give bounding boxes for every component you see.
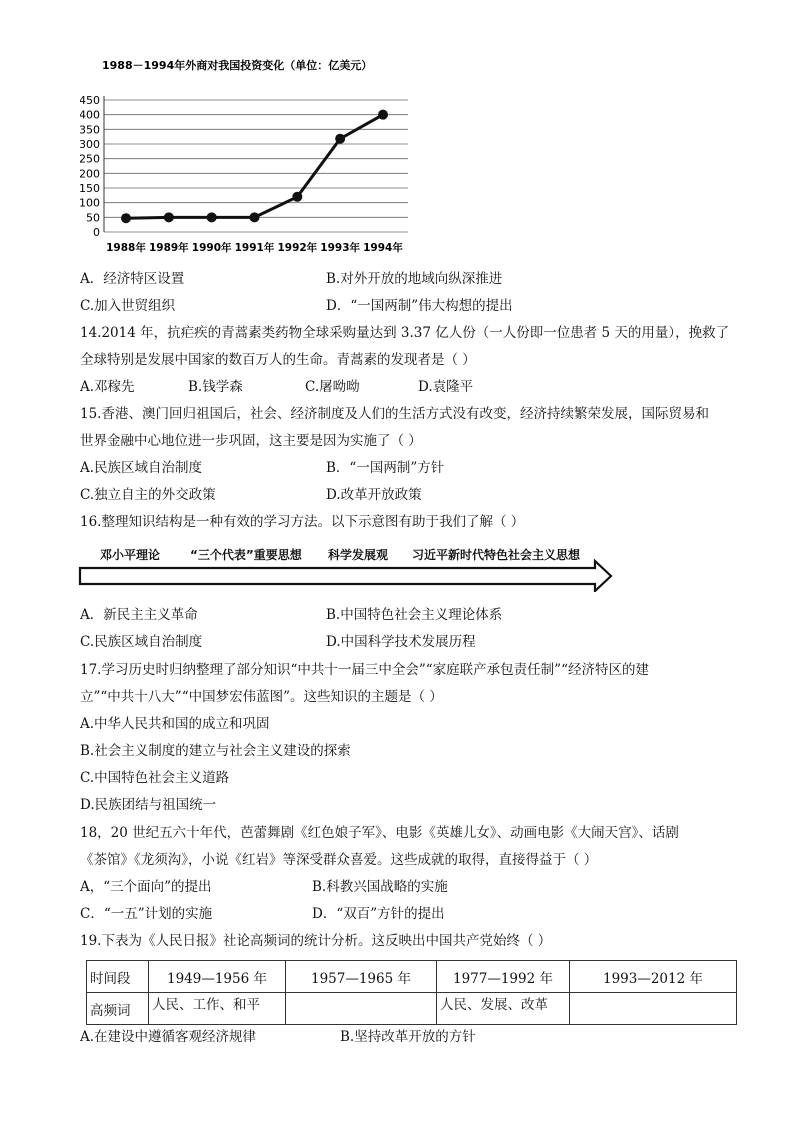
q16-option-a[interactable]: A．新民主主义革命 bbox=[80, 607, 198, 623]
q18-option-b[interactable]: B.科教兴国战略的实施 bbox=[312, 879, 448, 895]
data-point bbox=[292, 192, 302, 202]
table-cell bbox=[570, 993, 737, 1025]
table-header-row bbox=[87, 961, 737, 993]
q18-stem-line2: 《茶馆》《龙须沟》，小说《红岩》等深受群众喜爱。这些成就的取得，直接得益于（ ） bbox=[80, 852, 598, 868]
theory-arrow-diagram bbox=[78, 540, 618, 592]
q19-option-a[interactable]: A.在建设中遵循客观经济规律 bbox=[80, 1029, 257, 1045]
q17-option-a[interactable]: A.中华人民共和国的成立和巩固 bbox=[80, 716, 270, 732]
y-tick-label: 300 bbox=[80, 138, 100, 151]
q14-option-b[interactable]: B.钱学森 bbox=[188, 379, 243, 395]
table-cell: 人民、发展、改革 bbox=[437, 993, 570, 1025]
q19-option-b[interactable]: B.坚持改革开放的方针 bbox=[340, 1029, 476, 1045]
chart-svg bbox=[80, 52, 420, 262]
q16-option-c[interactable]: C.民族区域自治制度 bbox=[80, 634, 203, 650]
q14-stem-line1: 14.2014 年，抗疟疾的青蒿素类药物全球采购量达到 3.37 亿人份（一人份即一位患者 5 天的用量），挽救了 bbox=[80, 325, 730, 341]
x-tick-label: 1988年 bbox=[106, 242, 146, 254]
q13-option-d[interactable]: D．“一国两制”伟大构想的提出 bbox=[326, 298, 513, 314]
x-tick-label: 1993年 bbox=[320, 242, 361, 254]
q13-option-c[interactable]: C.加入世贸组织 bbox=[80, 298, 176, 314]
y-tick-label: 200 bbox=[80, 167, 100, 181]
q19-stem: 19.下表为《人民日报》社论高频词的统计分析。这反映出中国共产党始终（ ） bbox=[80, 933, 552, 949]
y-tick-label: 150 bbox=[80, 182, 100, 195]
q18-option-d[interactable]: D．“双百”方针的提出 bbox=[312, 906, 445, 922]
q17-option-d[interactable]: D.民族团结与祖国统一 bbox=[80, 797, 217, 813]
q14-option-c[interactable]: C.屠呦呦 bbox=[305, 379, 360, 395]
q13-option-b[interactable]: B.对外开放的地域向纵深推进 bbox=[326, 271, 503, 287]
table-cell bbox=[286, 993, 437, 1025]
x-tick-label: 1991年 bbox=[234, 242, 275, 254]
q17-option-b[interactable]: B.社会主义制度的建立与社会主义建设的探索 bbox=[80, 743, 351, 759]
q18-option-a[interactable]: A，“三个面向”的提出 bbox=[80, 879, 212, 895]
table-header-cell: 时间段 bbox=[87, 961, 149, 993]
q14-option-d[interactable]: D.袁隆平 bbox=[418, 379, 474, 395]
q18-option-c[interactable]: C．“一五”计划的实施 bbox=[80, 906, 213, 922]
q15-stem-line1: 15.香港、澳门回归祖国后，社会、经济制度及人们的生活方式没有改变，经济持续繁荣发展，国际贸易和 bbox=[80, 406, 709, 422]
q15-option-d[interactable]: D.改革开放政策 bbox=[326, 487, 422, 503]
q15-option-b[interactable]: B．“一国两制”方针 bbox=[326, 460, 445, 476]
y-tick-label: 400 bbox=[80, 108, 100, 122]
x-tick-label: 1989年 bbox=[148, 242, 189, 254]
table-cell: 人民、工作、和平 bbox=[149, 993, 286, 1025]
y-tick-label: 450 bbox=[80, 94, 100, 107]
data-point bbox=[378, 110, 388, 120]
investment-line-chart bbox=[80, 52, 420, 262]
q17-stem-line2: 立”“中共十八大”“中国梦宏伟蓝图”。这些知识的主题是（ ） bbox=[80, 689, 443, 705]
table-cell: 高频词 bbox=[87, 993, 149, 1025]
q13-option-a[interactable]: A．经济特区设置 bbox=[80, 271, 185, 287]
y-tick-label: 250 bbox=[80, 152, 100, 166]
data-point bbox=[207, 212, 217, 222]
q17-stem-line1: 17.学习历史时归纳整理了部分知识“中共十一届三中全会”“家庭联产承包责任制”“经济特区的建 bbox=[80, 662, 649, 678]
arrow-label-scientific-development: 科学发展观 bbox=[328, 548, 389, 562]
data-point bbox=[250, 212, 260, 222]
q17-option-c[interactable]: C.中国特色社会主义道路 bbox=[80, 770, 230, 786]
q18-stem-line1: 18，20 世纪五六十年代，芭蕾舞剧《红色娘子军》、电影《英雄儿女》、动画电影《大闹天宫》、话剧 bbox=[80, 825, 679, 841]
q15-stem-line2: 世界金融中心地位进一步巩固，这主要是因为实施了（ ） bbox=[80, 433, 422, 449]
arrow-label-three-represents: “三个代表”重要思想 bbox=[190, 548, 302, 562]
q15-option-a[interactable]: A.民族区域自治制度 bbox=[80, 460, 203, 476]
table-header-cell: 1977—1992 年 bbox=[437, 961, 570, 993]
frequency-table bbox=[86, 960, 737, 1025]
table-header-cell: 1957—1965 年 bbox=[286, 961, 437, 993]
q16-option-d[interactable]: D.中国科学技术发展历程 bbox=[326, 634, 476, 650]
y-tick-label: 350 bbox=[80, 123, 100, 137]
y-tick-label: 50 bbox=[86, 211, 100, 225]
chart-title: 1988－1994年外商对我国投资变化（单位：亿美元） bbox=[102, 59, 373, 72]
q15-option-c[interactable]: C.独立自主的外交政策 bbox=[80, 487, 216, 503]
data-point bbox=[121, 213, 131, 223]
x-tick-label: 1990年 bbox=[191, 242, 232, 254]
arrow-icon bbox=[78, 540, 618, 592]
arrow-label-xi-thought: 习近平新时代特色社会主义思想 bbox=[412, 548, 581, 562]
table-header-cell: 1993—2012 年 bbox=[570, 961, 737, 993]
table-row bbox=[87, 993, 737, 1025]
table-header-cell: 1949—1956 年 bbox=[149, 961, 286, 993]
q14-stem-line2: 全球特别是发展中国家的数百万人的生命。青蒿素的发现者是（ ） bbox=[80, 352, 476, 368]
x-tick-label: 1994年 bbox=[363, 242, 403, 254]
data-point bbox=[164, 212, 174, 222]
y-tick-label: 100 bbox=[80, 196, 100, 210]
x-tick-label: 1992年 bbox=[277, 242, 318, 254]
y-tick-label: 0 bbox=[93, 226, 100, 239]
data-point bbox=[335, 134, 345, 144]
q16-option-b[interactable]: B.中国特色社会主义理论体系 bbox=[326, 607, 503, 623]
q14-option-a[interactable]: A.邓稼先 bbox=[80, 379, 135, 395]
q16-stem: 16.整理知识结构是一种有效的学习方法。以下示意图有助于我们了解（ ） bbox=[80, 514, 525, 530]
arrow-label-deng: 邓小平理论 bbox=[100, 548, 161, 562]
